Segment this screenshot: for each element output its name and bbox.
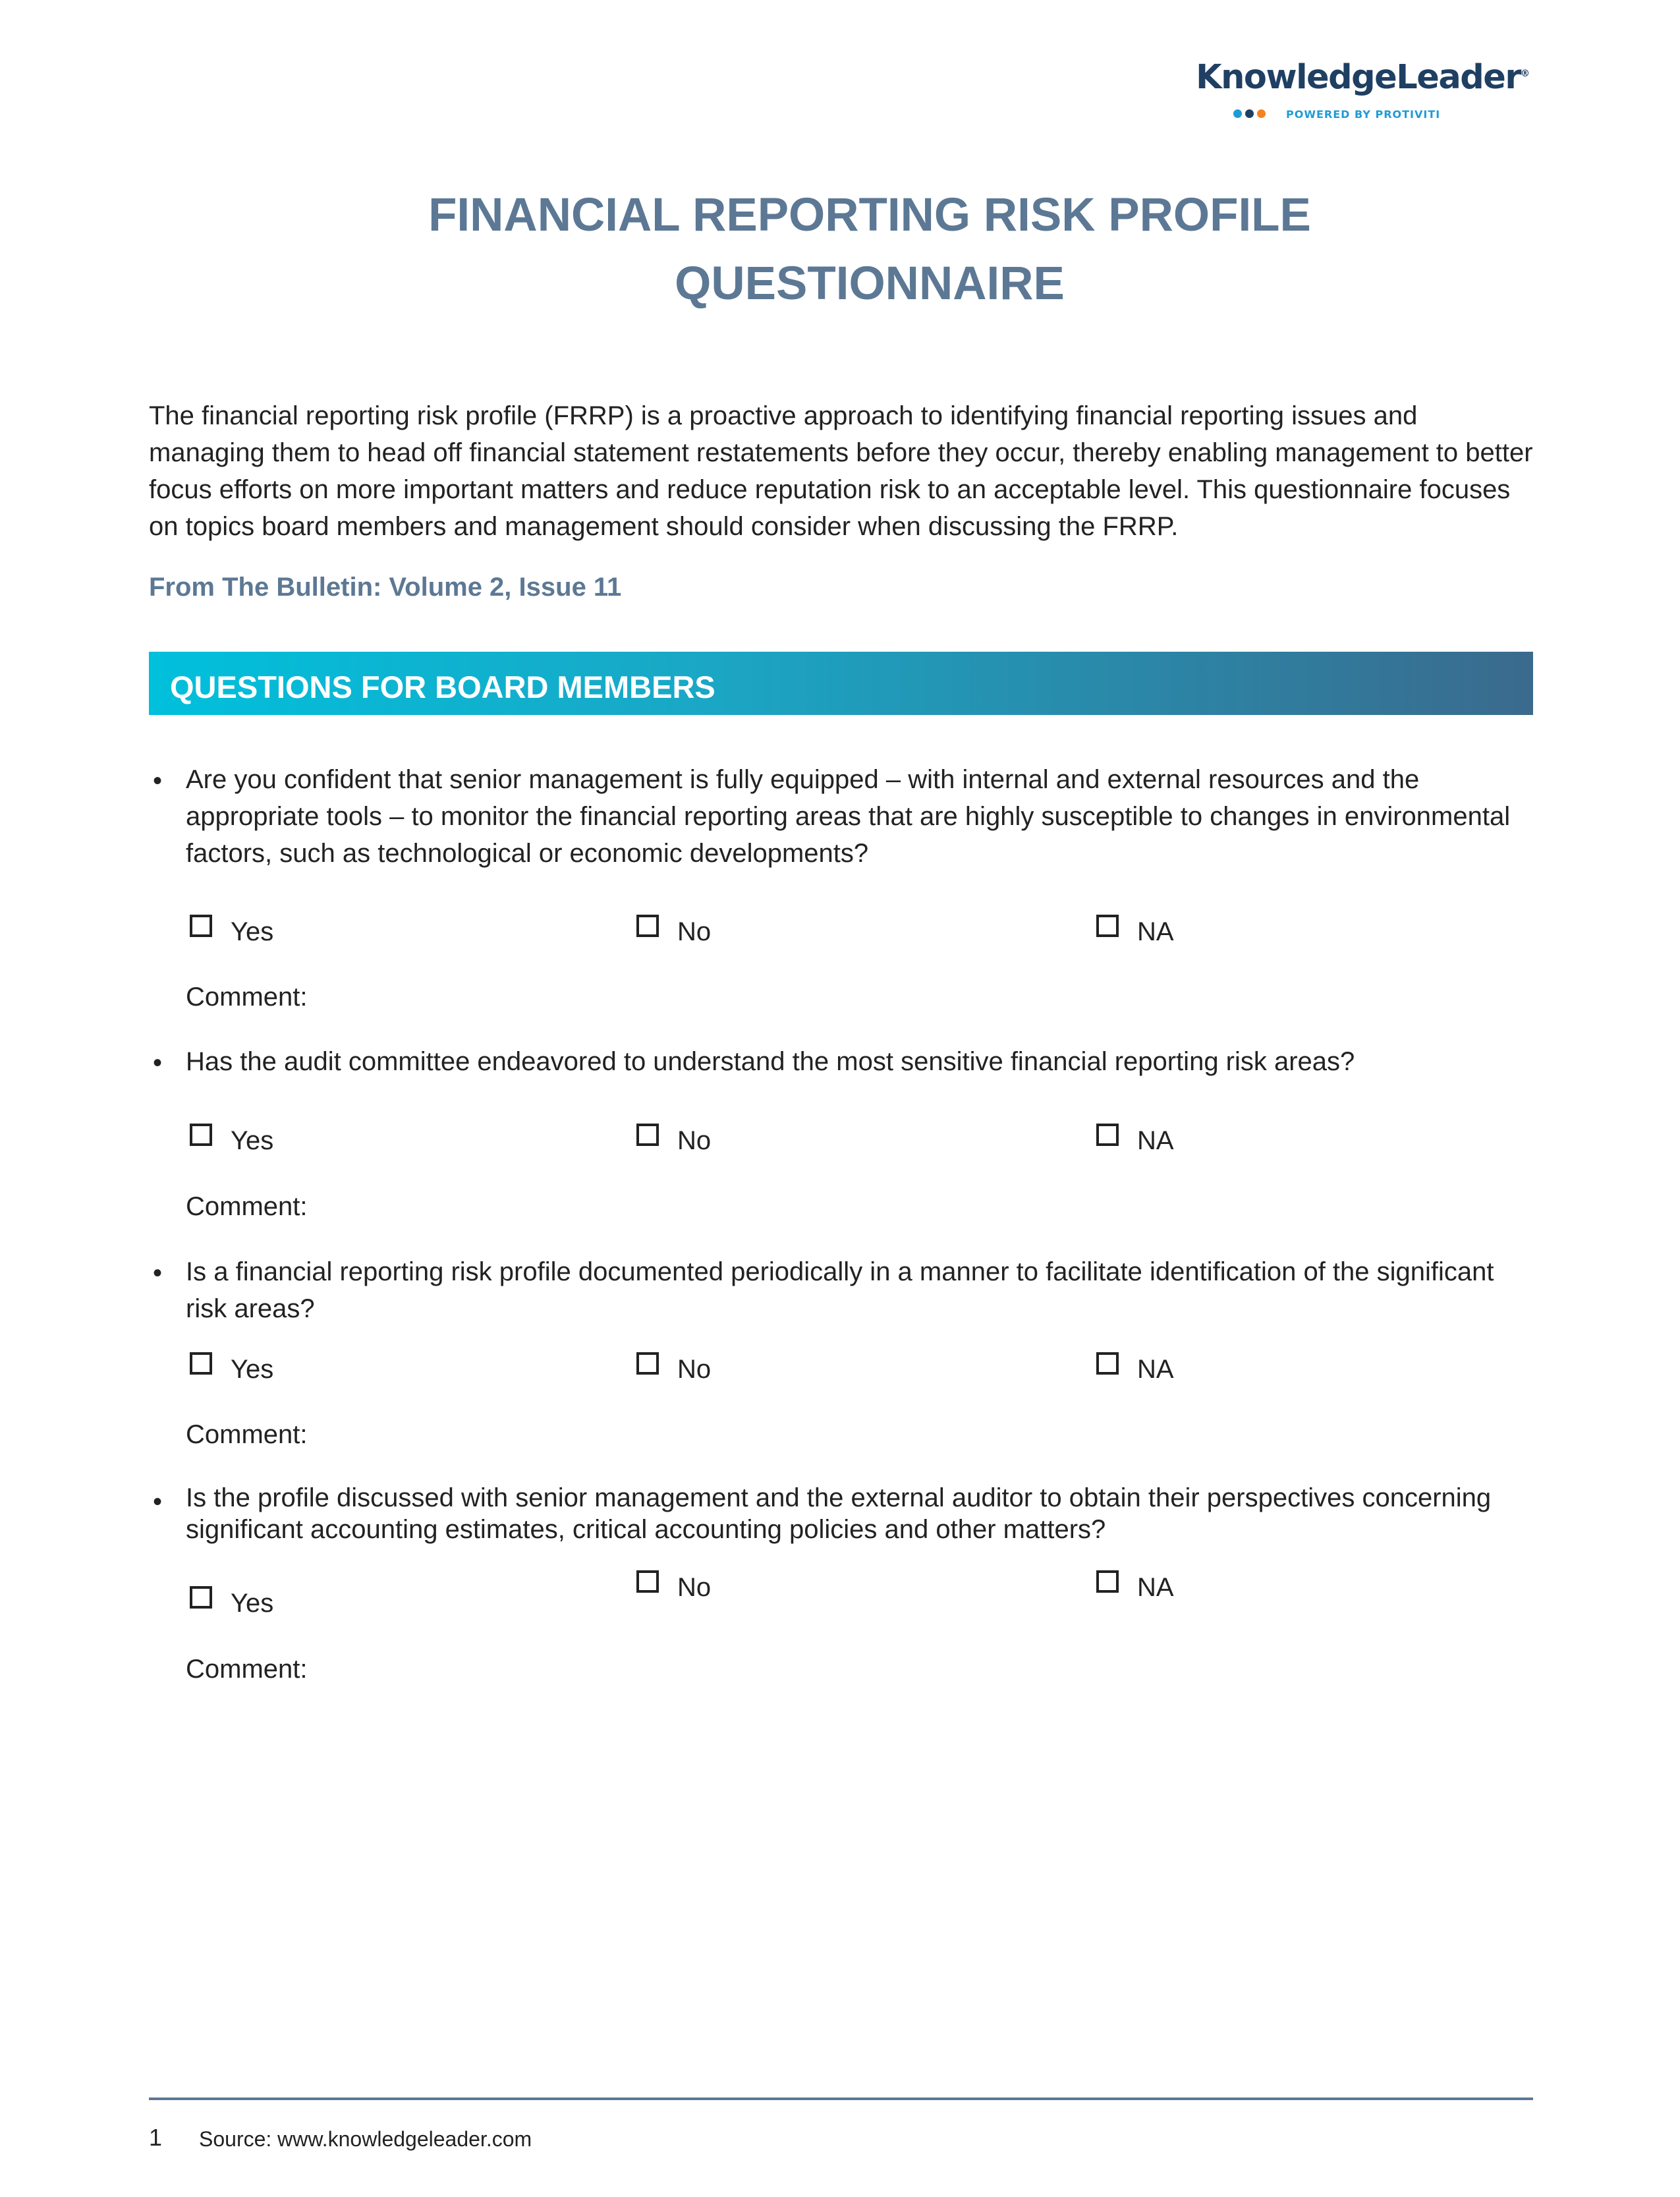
checkbox-yes[interactable]: [190, 1124, 212, 1146]
title-line-2: QUESTIONNAIRE: [675, 258, 1065, 310]
comment-label: Comment:: [186, 983, 308, 1012]
section-title: QUESTIONS FOR BOARD MEMBERS: [170, 670, 715, 704]
comment-label: Comment:: [186, 1655, 308, 1684]
option-label: Yes: [231, 1126, 274, 1155]
checkbox-na[interactable]: [1096, 1124, 1119, 1146]
option-yes[interactable]: [190, 1126, 273, 1156]
option-label: Yes: [231, 1589, 274, 1618]
option-na[interactable]: [1096, 1126, 1174, 1156]
document-title: [0, 181, 1680, 318]
question-text: Is a financial reporting risk profile documented periodically in a manner to facilitate identification of the significant risk areas?: [186, 1257, 1494, 1323]
option-no[interactable]: [636, 1573, 711, 1603]
option-label: No: [677, 917, 712, 946]
question-text: Are you confident that senior management is fully equipped – with internal and external resources and the appropriate tools – to monitor the financial reporting areas that are highly susceptible to changes in environmental factors, such as technological or economic developments?: [186, 765, 1511, 868]
checkbox-yes[interactable]: [190, 1352, 212, 1375]
intro-paragraph: The financial reporting risk profile (FRRP) is a proactive approach to identifying financial reporting issues and managing them to head off financial statement restatements before they occur, thereby enabling management to better focus efforts on more important matters and reduce reputation risk to an acceptable level. This questionnaire focuses on topics board members and management should consider when discussing the FRRP.: [149, 401, 1533, 541]
checkbox-no[interactable]: [636, 1124, 659, 1146]
comment-label: Comment:: [186, 1192, 308, 1221]
option-yes[interactable]: [190, 917, 273, 947]
option-na[interactable]: [1096, 1355, 1174, 1384]
page-number: 1: [149, 2124, 163, 2151]
question-text: Has the audit committee endeavored to understand the most sensitive financial reporting risk areas?: [186, 1047, 1355, 1076]
checkbox-yes[interactable]: [190, 1586, 212, 1609]
option-label: No: [677, 1573, 712, 1602]
checkbox-no[interactable]: [636, 1352, 659, 1375]
bullet: •: [153, 1487, 163, 1516]
checkbox-yes[interactable]: [190, 915, 212, 937]
checkbox-na[interactable]: [1096, 915, 1119, 937]
checkbox-no[interactable]: [636, 915, 659, 937]
logo-tagline: POWERED BY PROTIVITI: [1286, 108, 1441, 121]
comment-label: Comment:: [186, 1420, 308, 1449]
bullet: •: [153, 1048, 163, 1077]
logo-dots-icon: [1233, 109, 1266, 118]
option-no[interactable]: [636, 1355, 711, 1384]
checkbox-na[interactable]: [1096, 1570, 1119, 1593]
option-label: NA: [1137, 917, 1174, 946]
option-label: Yes: [231, 1355, 274, 1384]
logo-dot-blue: [1233, 109, 1242, 118]
bullet: •: [153, 1259, 163, 1288]
option-label: Yes: [231, 917, 274, 946]
footer-divider: [149, 2097, 1533, 2100]
option-label: NA: [1137, 1573, 1174, 1602]
option-yes[interactable]: [190, 1355, 273, 1384]
registered-mark: ®: [1521, 69, 1530, 79]
bulletin-source: From The Bulletin: Volume 2, Issue 11: [149, 573, 622, 602]
option-label: No: [677, 1355, 712, 1384]
logo-dot-orange: [1257, 109, 1266, 118]
knowledgeleader-logo: [1196, 58, 1530, 130]
bullet: •: [153, 766, 163, 795]
section-header-bar: [149, 652, 1533, 715]
option-label: NA: [1137, 1355, 1174, 1384]
option-label: NA: [1137, 1126, 1174, 1155]
option-label: No: [677, 1126, 712, 1155]
logo-wordmark: KnowledgeLeader®: [1196, 58, 1530, 97]
checkbox-na[interactable]: [1096, 1352, 1119, 1375]
option-no[interactable]: [636, 1126, 711, 1156]
logo-dot-navy: [1245, 109, 1254, 118]
option-na[interactable]: [1096, 1573, 1174, 1603]
checkbox-no[interactable]: [636, 1570, 659, 1593]
title-line-1: FINANCIAL REPORTING RISK PROFILE: [428, 189, 1311, 241]
option-na[interactable]: [1096, 917, 1174, 947]
question-text: Is the profile discussed with senior management and the external auditor to obtain their perspectives concerning significant accounting estimates, critical accounting policies and other matters?: [186, 1483, 1492, 1544]
option-yes[interactable]: [190, 1589, 273, 1618]
footer-source: Source: www.knowledgeleader.com: [199, 2127, 532, 2151]
option-no[interactable]: [636, 917, 711, 947]
